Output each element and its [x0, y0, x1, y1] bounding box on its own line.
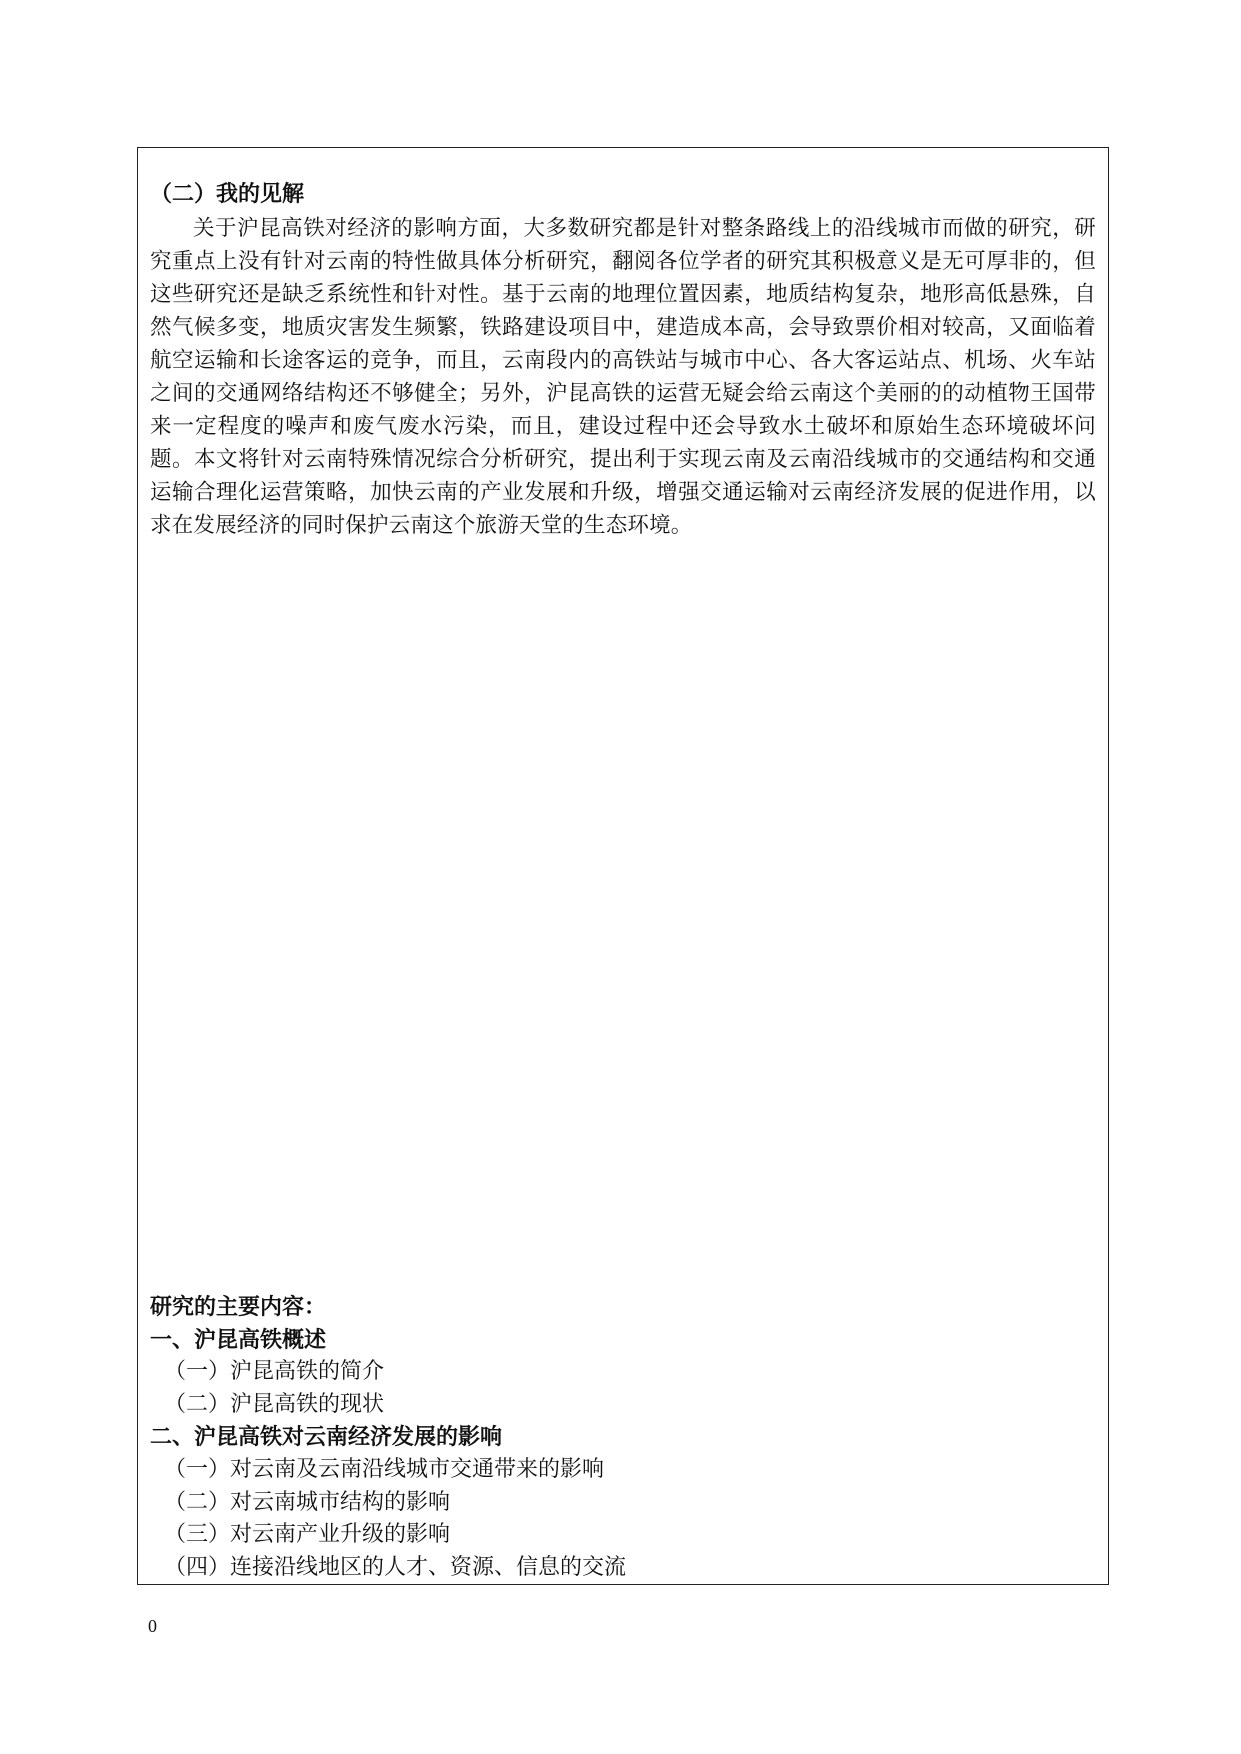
page-number: 0: [148, 1616, 157, 1636]
chapter-2-item: （三）对云南产业升级的影响: [164, 1522, 451, 1548]
chapter-2-item: （一）对云南及云南沿线城市交通带来的影响: [164, 1456, 605, 1482]
main-contents-list: [150, 1291, 1096, 1584]
chapter-1-item: （二）沪昆高铁的现状: [164, 1391, 385, 1417]
section-heading: （二）我的见解: [150, 181, 305, 207]
chapter-2-item: （二）对云南城市结构的影响: [164, 1489, 451, 1515]
chapter-1-item: （一）沪昆高铁的简介: [164, 1359, 385, 1385]
chapter-1-title: 一、沪昆高铁概述: [150, 1326, 327, 1353]
chapter-2-item: （四）连接沿线地区的人才、资源、信息的交流: [164, 1554, 627, 1580]
opinion-paragraph: 关于沪昆高铁对经济的影响方面，大多数研究都是针对整条路线上的沿线城市而做的研究，研究重点上没有针对云南的特性做具体分析研究，翻阅各位学者的研究其积极意义是无可厚非的，但这些研究还是缺乏系统性和针对性。基于云南的地理位置因素，地质结构复杂，地形高低悬殊，自然气候多变，地质灾害发生频繁，铁路建设项目中，建造成本高，会导致票价相对较高，又面临着航空运输和长途客运的竞争，而且，云南段内的高铁站与城市中心、各大客运站点、机场、火车站之间的交通网络结构还不够健全；另外，沪昆高铁的运营无疑会给云南这个美丽的的动植物王国带来一定程度的噪声和废气废水污染，而且，建设过程中还会导致水土破坏和原始生态环境破坏问题。本文将针对云南特殊情况综合分析研究，提出利于实现云南及云南沿线城市的交通结构和交通运输合理化运营策略，加快云南的产业发展和升级，增强交通运输对云南经济发展的促进作用，以求在发展经济的同时保护云南这个旅游天堂的生态环境。: [150, 216, 1096, 538]
chapter-2-title: 二、沪昆高铁对云南经济发展的影响: [150, 1424, 503, 1451]
content-table-cell: [137, 147, 1109, 1585]
contents-title: 研究的主要内容：: [150, 1294, 327, 1320]
